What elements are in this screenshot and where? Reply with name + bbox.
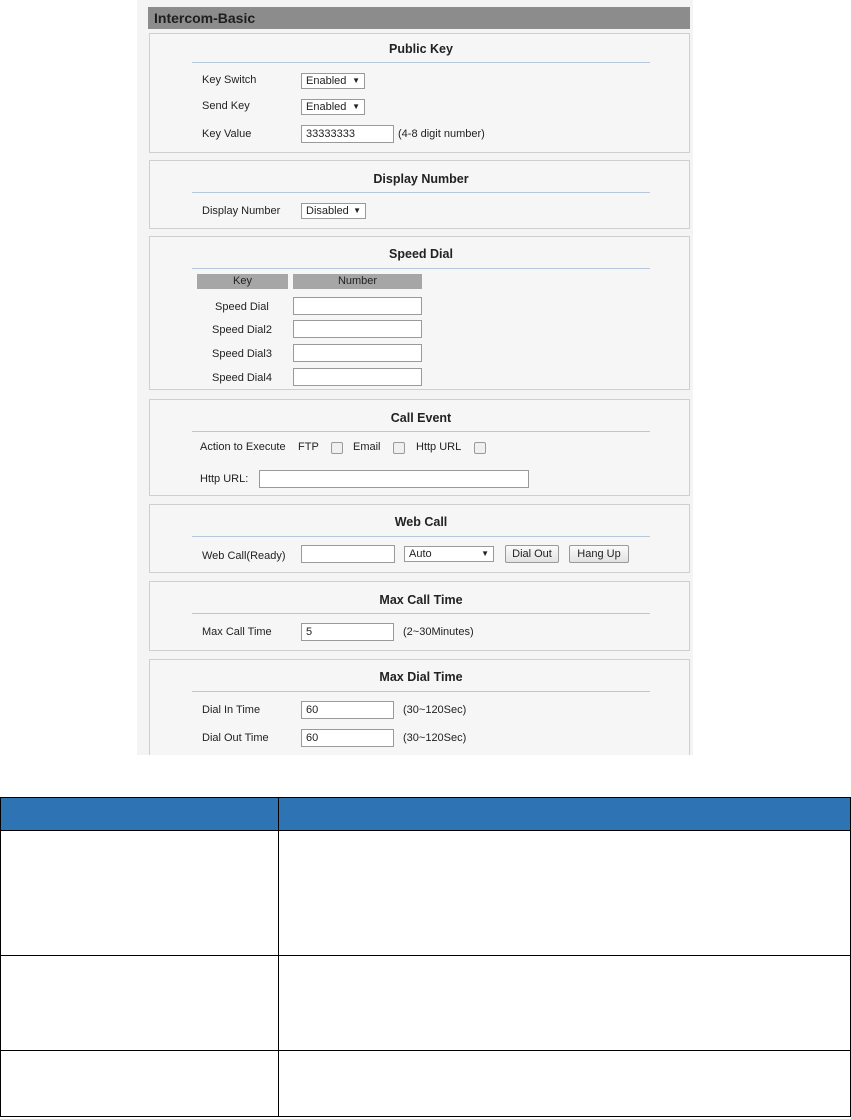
section-title: Display Number [373,172,469,186]
table-cell [279,956,851,1051]
max-call-time-label: Max Call Time [202,626,272,638]
call-event-section [149,399,690,496]
display-number-label: Display Number [202,205,281,217]
http-url-label: Http URL: [200,473,249,485]
email-checkbox[interactable] [393,442,405,454]
dial-in-time-label: Dial In Time [202,704,261,716]
ftp-label: FTP [298,441,319,453]
dial-out-time-input[interactable]: 60 [301,729,394,747]
table-header-cell [279,798,851,831]
table-cell [1,831,279,956]
dropdown-arrow-icon: ▼ [481,549,489,558]
column-header-number: Number [293,274,422,289]
display-number-value: Disabled [306,205,349,217]
display-number-section [149,160,690,229]
speed-dial-3-input[interactable] [293,344,422,362]
section-divider [192,268,650,269]
http-url-input[interactable] [259,470,529,488]
dial-in-time-hint: (30~120Sec) [403,704,467,716]
speed-dial-4-input[interactable] [293,368,422,386]
column-header-key: Key [197,274,288,289]
hang-up-button[interactable]: Hang Up [569,545,629,563]
web-call-section [149,504,690,573]
speed-dial-4-label: Speed Dial4 [212,372,272,384]
web-call-label: Web Call(Ready) [202,550,286,562]
table-cell [279,831,851,956]
speed-dial-2-input[interactable] [293,320,422,338]
speed-dial-section [149,236,690,390]
description-table [0,797,851,1117]
table-row [1,831,851,956]
display-number-select[interactable] [301,203,366,219]
section-title: Web Call [394,515,448,529]
section-divider [192,431,650,432]
ftp-checkbox[interactable] [331,442,343,454]
table-cell [279,1051,851,1117]
section-divider [192,613,650,614]
dropdown-arrow-icon: ▼ [352,102,360,111]
key-value-label: Key Value [202,128,252,140]
section-divider [192,691,650,692]
dial-in-time-input[interactable]: 60 [301,701,394,719]
section-divider [192,62,650,63]
dropdown-arrow-icon: ▼ [352,76,360,85]
action-to-execute-label: Action to Execute [200,441,286,453]
key-switch-label: Key Switch [202,74,257,86]
table-cell [1,1051,279,1117]
section-title: Call Event [390,411,452,425]
speed-dial-1-input[interactable] [293,297,422,315]
key-switch-value: Enabled [306,75,347,87]
dropdown-arrow-icon: ▼ [353,206,361,215]
table-cell [1,956,279,1051]
email-label: Email [353,441,381,453]
section-title: Max Dial Time [379,670,463,684]
dial-out-time-label: Dial Out Time [202,732,269,744]
table-row [1,1051,851,1117]
page-title: Intercom-Basic [148,7,690,29]
speed-dial-2-label: Speed Dial2 [212,324,272,336]
send-key-label: Send Key [202,100,250,112]
table-header-cell [1,798,279,831]
send-key-select[interactable] [301,99,365,115]
max-call-time-input[interactable]: 5 [301,623,394,641]
public-key-section [149,33,690,153]
section-title: Speed Dial [389,247,453,261]
dial-out-button[interactable]: Dial Out [505,545,559,563]
http-url-option-label: Http URL [416,441,462,453]
key-value-hint: (4-8 digit number) [398,128,485,140]
key-value-input[interactable]: 33333333 [301,125,394,143]
web-call-mode-value: Auto [409,548,432,560]
speed-dial-1-label: Speed Dial [215,301,269,313]
table-row [1,956,851,1051]
section-divider [192,536,650,537]
section-divider [192,192,650,193]
dial-out-time-hint: (30~120Sec) [403,732,467,744]
section-title: Max Call Time [379,593,463,607]
http-url-checkbox[interactable] [474,442,486,454]
max-dial-time-section [149,659,690,755]
section-title: Public Key [389,42,453,56]
speed-dial-3-label: Speed Dial3 [212,348,272,360]
max-call-time-hint: (2~30Minutes) [403,626,474,638]
send-key-value: Enabled [306,101,347,113]
max-call-time-section [149,581,690,651]
web-call-number-input[interactable] [301,545,395,563]
web-call-mode-select[interactable] [404,546,494,562]
table-header-row [1,798,851,831]
key-switch-select[interactable] [301,73,365,89]
